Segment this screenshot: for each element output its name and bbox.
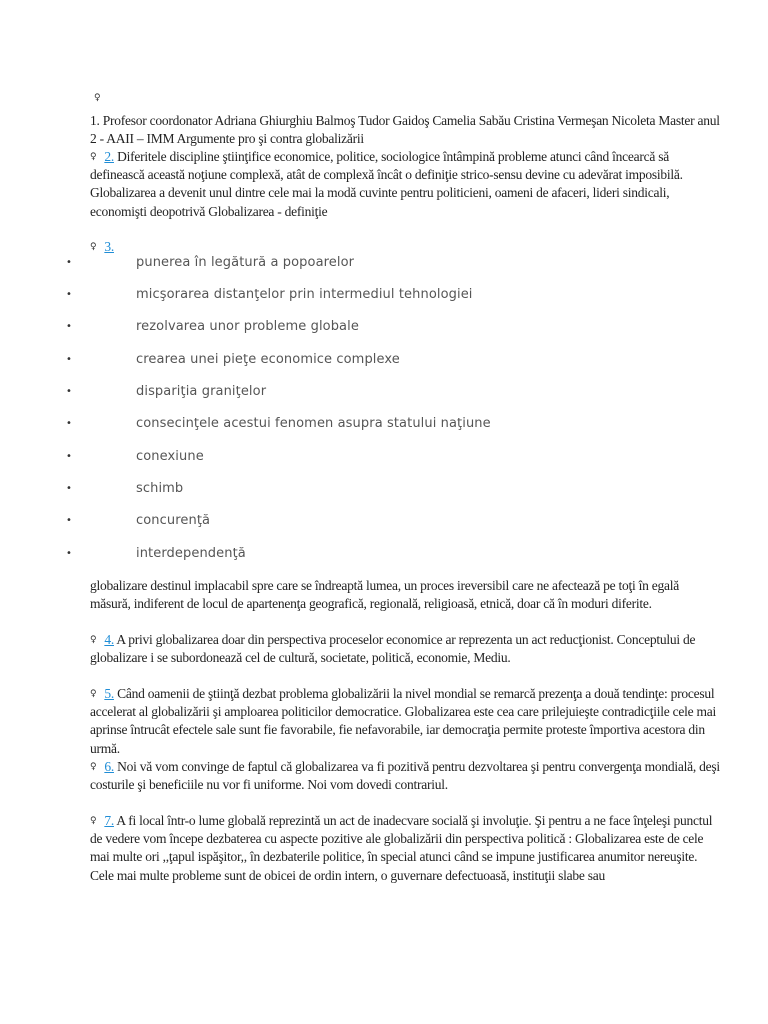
list-item	[0, 416, 768, 436]
list-item	[0, 319, 768, 339]
list-item-text: micşorarea distanţelor prin intermediul tehnologiei	[136, 287, 473, 302]
paragraph-6-text: Noi vă vom convinge de faptul că globalizarea va fi pozitivă pentru dezvoltarea şi pentru convergenţa mondială, deşi costurile şi beneficiile nu vor fi uniforme. Noi vom dovedi contrariul.	[90, 759, 720, 793]
bookmark-icon: ♀	[90, 242, 97, 252]
page-link-4[interactable]: 4.	[104, 632, 114, 647]
paragraph-7-text: A fi local într-o lume globală reprezintă un act de inadecvare socială şi involuţie. Şi pentru a ne face înţeleşi punctul de vedere vom începe dezbaterea cu aspecte pozitive ale globalizării din perspectiva politică : Globalizarea este de cele mai multe ori ,,ţapul ispăşitor,, în dezbaterile politice, în special atunci când se impune justificarea anumitor nereuşite. Cele mai multe probleme sunt de obicei de ordin intern, o guvernare defectuoasă, instituţii slabe sau	[90, 813, 713, 883]
bullet-icon: •	[66, 257, 72, 268]
paragraph-5	[90, 685, 722, 758]
bullet-icon: •	[66, 483, 72, 494]
list-item	[0, 546, 768, 566]
list-item-text: schimb	[136, 481, 184, 496]
bookmark-icon: ♀	[90, 816, 97, 826]
bullet-icon: •	[66, 354, 72, 365]
bullet-icon: •	[66, 418, 72, 429]
bullet-icon: •	[66, 548, 72, 559]
list-item	[0, 449, 768, 469]
list-item	[0, 481, 768, 501]
bookmark-icon: ♀	[90, 152, 97, 162]
bullet-icon: •	[66, 386, 72, 397]
paragraph-2	[90, 148, 722, 221]
list-item-text: crearea unei pieţe economice complexe	[136, 352, 400, 367]
bookmark-icon: ♀	[94, 93, 101, 103]
list-item	[0, 352, 768, 372]
paragraph-2-text: Diferitele discipline ştiinţifice economice, politice, sociologice întâmpină probleme atunci când încearcă să definească această noţiune complexă, atât de complexă încât o definiţie strico-sensu devine cu adevărat imposibilă. Globalizarea a devenit unul dintre cele mai la modă cuvinte pentru politicieni, oameni de afaceri, lideri sindicali, economişti deopotrivă Globalizarea - definiţie	[90, 149, 683, 219]
list-item	[0, 287, 768, 307]
page-link-7[interactable]: 7.	[104, 813, 114, 828]
page-link-6[interactable]: 6.	[104, 759, 114, 774]
list-item-text: conexiune	[136, 449, 204, 464]
paragraph-7	[90, 812, 722, 885]
page-link-5[interactable]: 5.	[104, 686, 114, 701]
bullet-icon: •	[66, 515, 72, 526]
paragraph-4	[90, 631, 722, 667]
paragraph-3	[90, 238, 722, 256]
page-link-2[interactable]: 2.	[104, 149, 114, 164]
bookmark-icon: ♀	[90, 762, 97, 772]
bookmark-icon: ♀	[90, 635, 97, 645]
bullet-icon: •	[66, 321, 72, 332]
list-item-text: rezolvarea unor probleme globale	[136, 319, 359, 334]
page-link-3[interactable]: 3.	[104, 239, 114, 254]
paragraph-6	[90, 758, 722, 794]
paragraph-1: 1. Profesor coordonator Adriana Ghiurghiu Balmoş Tudor Gaidoş Camelia Sabău Cristina Vermeşan Nicoleta Master anul 2 - AAII – IMM Argumente pro şi contra globalizării	[90, 113, 720, 147]
list-item-text: concurenţă	[136, 513, 211, 528]
paragraph-5-text: Când oamenii de ştiinţă dezbat problema globalizării la nivel mondial se remarcă prezenţa a două tendinţe: procesul accelerat al globalizării şi amploarea politicilor democratice. Globalizarea este cea care prilejuieşte contradicţiile cele mai aprinse întrucât efectele sale sunt fie favorabile, fie nefavorabile, iar democraţia permite proteste împortiva acestora din urmă.	[90, 686, 717, 756]
bullet-icon: •	[66, 451, 72, 462]
list-item-text: punerea în legătură a popoarelor	[136, 255, 355, 270]
paragraph-4-text: A privi globalizarea doar din perspectiva proceselor economice ar reprezenta un act reducţionist. Conceptului de globalizare i se subordonează cel de cultură, societate, politică, economie, Mediu.	[90, 632, 696, 666]
bookmark-icon: ♀	[90, 689, 97, 699]
list-item-text: interdependenţă	[136, 546, 246, 561]
list-item	[0, 255, 768, 275]
paragraph-after-list: globalizare destinul implacabil spre care se îndreaptă lumea, un proces ireversibil care ne afectează pe toţi în egală măsură, indiferent de locul de apartenenţa geografică, regională, religioasă, etnică, doar că în moduri diferite.	[90, 578, 679, 612]
list-item	[0, 384, 768, 404]
list-item-text: consecinţele acestui fenomen asupra statului naţiune	[136, 416, 491, 431]
bullet-icon: •	[66, 289, 72, 300]
list-item-text: dispariţia graniţelor	[136, 384, 267, 399]
list-item	[0, 513, 768, 533]
